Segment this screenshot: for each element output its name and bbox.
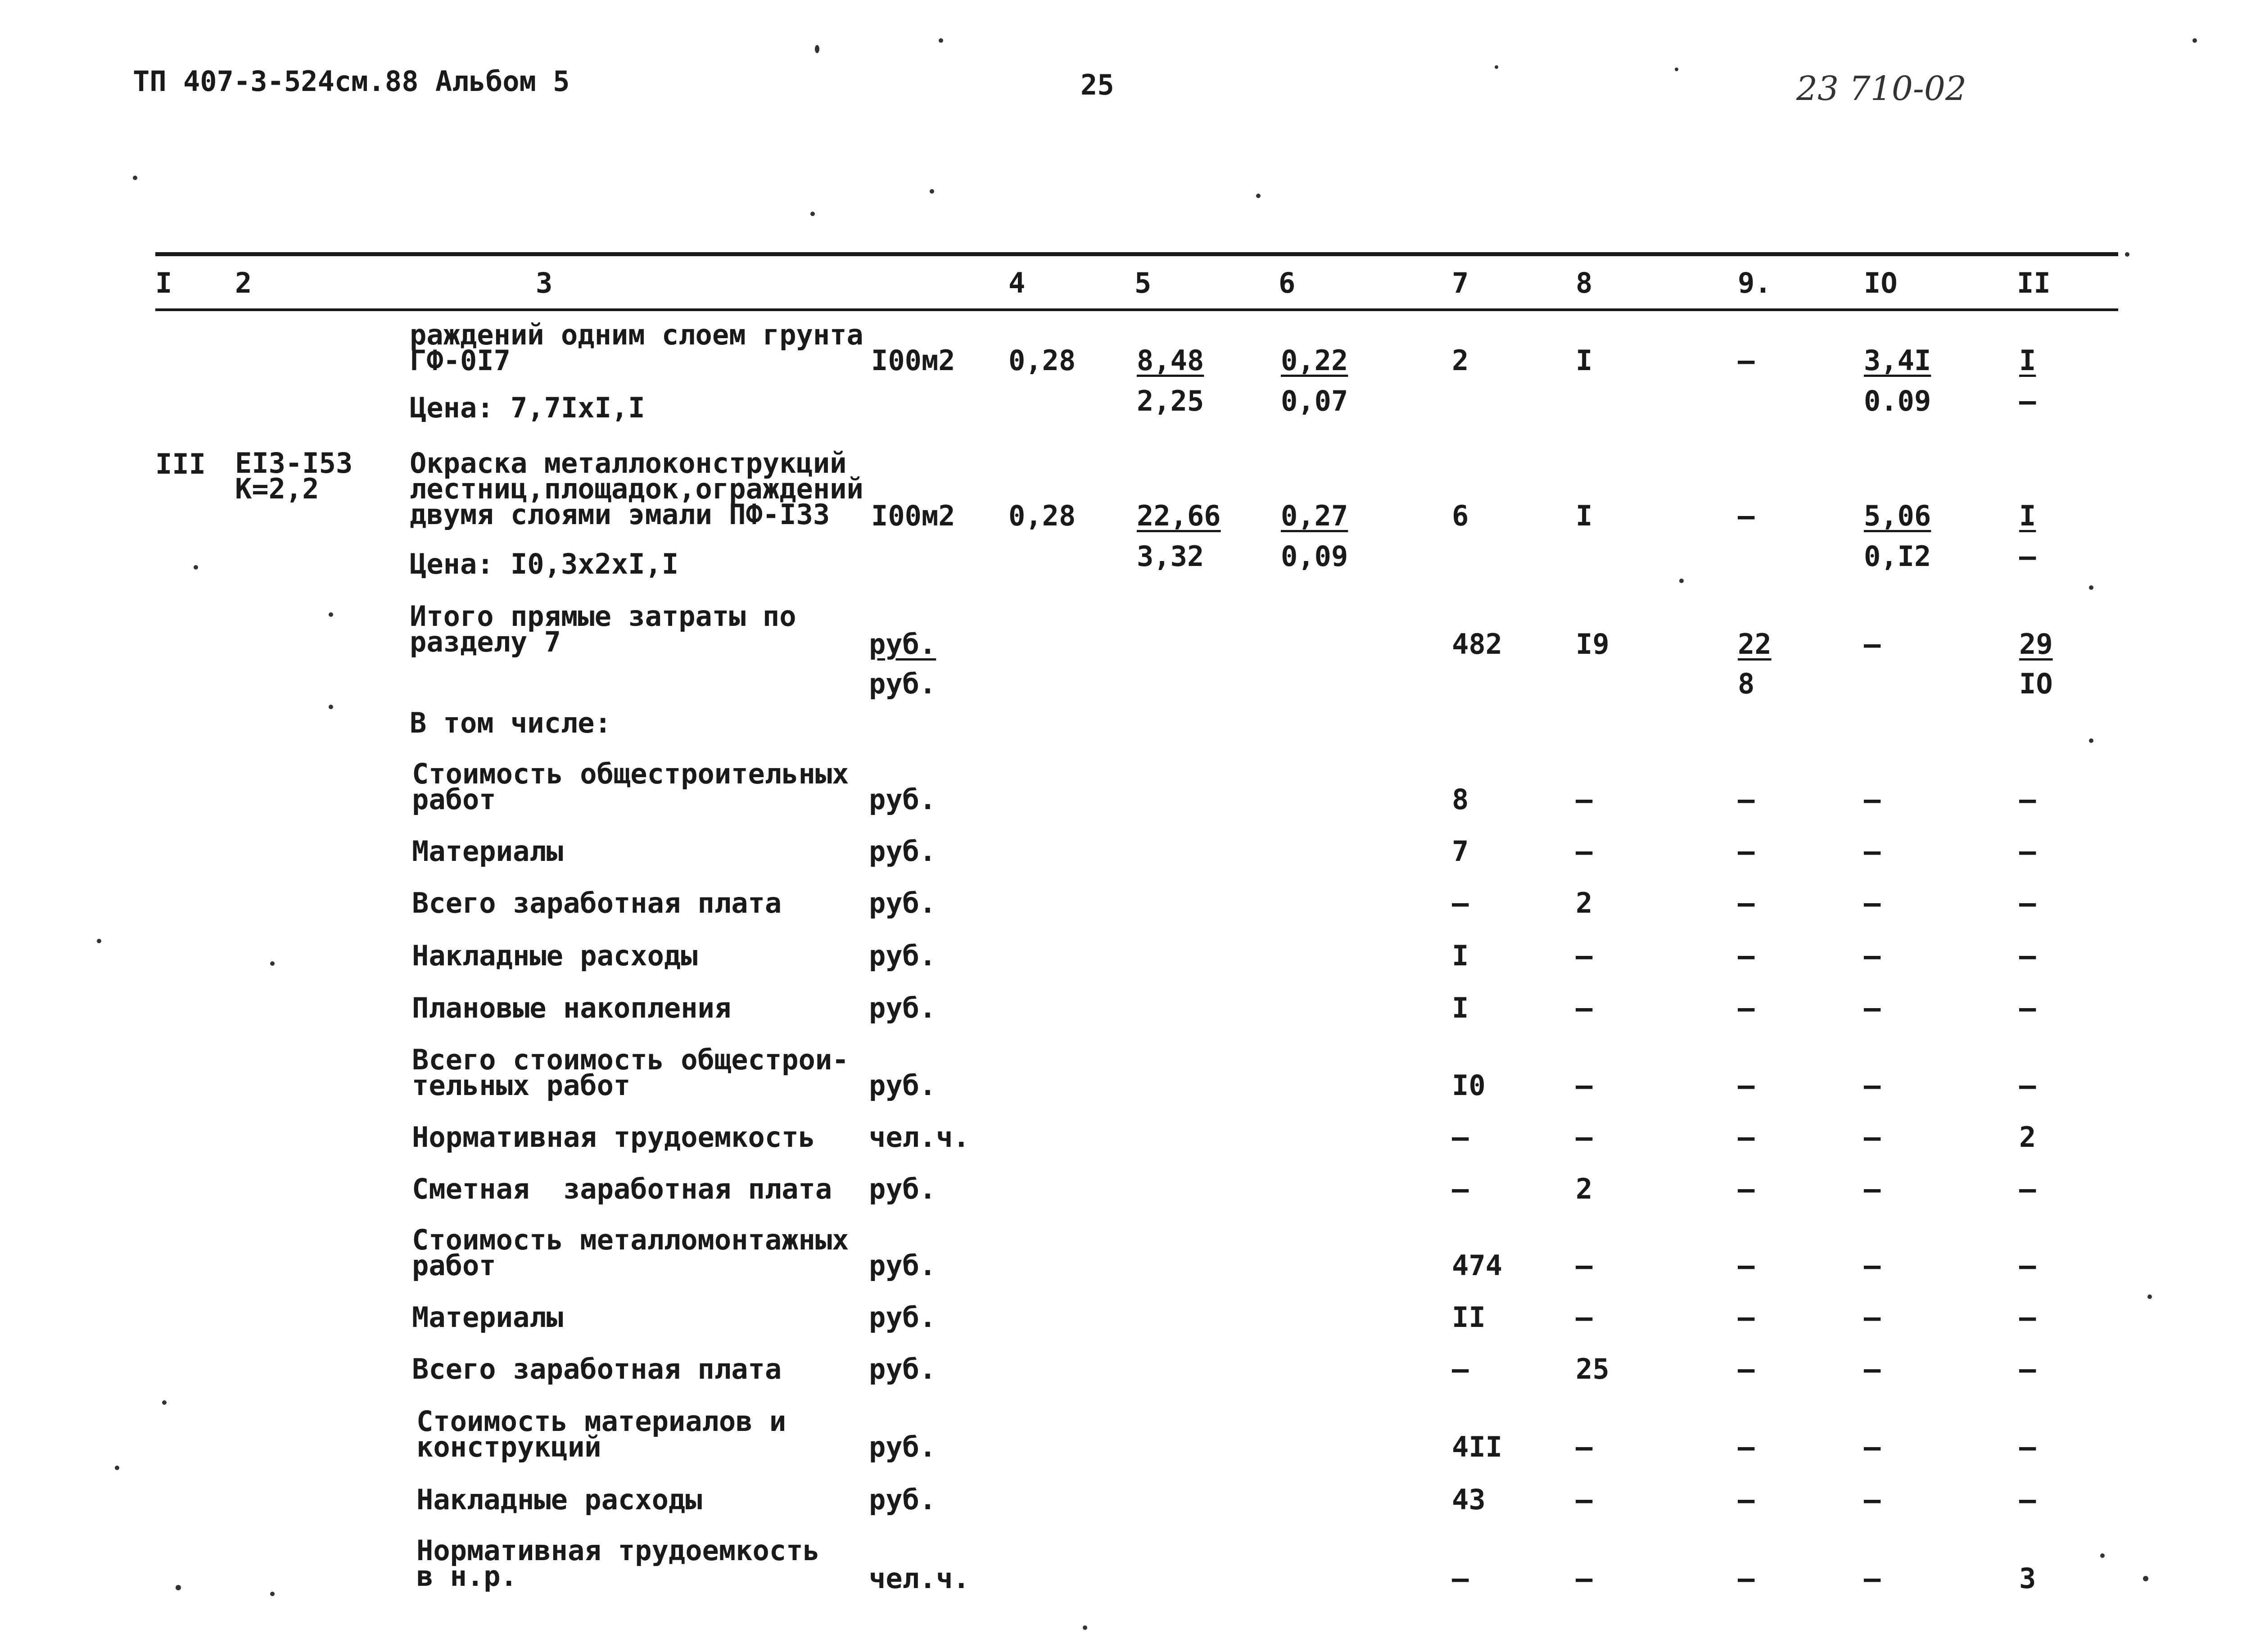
item-col8: 25: [1576, 1353, 1609, 1385]
row-price: Цена: 7,7IxI,I: [410, 391, 645, 424]
including-label: В том числе:: [410, 706, 611, 739]
item-col11: –: [2019, 1483, 2036, 1516]
row-price: Цена: I0,3x2xI,I: [410, 548, 679, 580]
item-unit: руб.: [869, 991, 936, 1024]
item-unit: чел.ч.: [869, 1121, 970, 1154]
item-label: Всего стоимость общестрои- тельных работ: [412, 1043, 849, 1102]
item-col10: –: [1864, 1301, 1881, 1334]
item-col9: –: [1738, 1430, 1755, 1463]
item-unit: руб.: [869, 1069, 936, 1102]
item-col10: –: [1864, 783, 1881, 816]
item-col7: 7: [1452, 835, 1469, 868]
item-unit: руб.: [869, 783, 936, 816]
item-col8: –: [1576, 1301, 1593, 1334]
item-col7: I: [1452, 939, 1469, 972]
page-number: 25: [1080, 68, 1114, 101]
row-col7: 6: [1452, 499, 1469, 532]
item-col7: I: [1452, 991, 1469, 1024]
column-header: 8: [1576, 267, 1593, 299]
column-header: IO: [1864, 267, 1898, 299]
row-col5: 8,48: [1137, 344, 1204, 377]
item-col7: 474: [1452, 1249, 1502, 1282]
header-bottom-rule: [155, 308, 2118, 311]
item-label: Накладные расходы: [412, 939, 698, 972]
total-col9-second: 8: [1738, 667, 1755, 700]
item-col10: –: [1864, 887, 1881, 919]
item-col10: –: [1864, 939, 1881, 972]
item-col7: –: [1452, 1172, 1469, 1205]
item-col8: –: [1576, 783, 1593, 816]
total-col7: 482: [1452, 628, 1502, 661]
row-col5-labor: 2,25: [1137, 385, 1204, 417]
item-label: Нормативная трудоемкость: [412, 1121, 815, 1154]
item-col9: –: [1738, 1353, 1755, 1385]
item-col7: –: [1452, 1353, 1469, 1385]
item-label: Плановые накопления: [412, 991, 732, 1024]
item-col8: –: [1576, 991, 1593, 1024]
item-unit: руб.: [869, 1249, 936, 1282]
item-col10: –: [1864, 1353, 1881, 1385]
item-col11: 3: [2019, 1562, 2036, 1595]
item-label: Нормативная трудоемкость в н.р.: [416, 1534, 820, 1593]
item-col11: –: [2019, 835, 2036, 868]
item-col8: –: [1576, 1483, 1593, 1516]
item-unit: руб.: [869, 1430, 936, 1463]
column-header: 4: [1008, 267, 1026, 299]
item-col9: –: [1738, 1069, 1755, 1102]
total-col11: 29: [2019, 628, 2053, 661]
item-unit: руб.: [869, 1301, 936, 1334]
row-col6-labor: 0,07: [1281, 385, 1348, 417]
column-header: 6: [1279, 267, 1296, 299]
row-col9: –: [1738, 499, 1755, 532]
row-col5: 22,66: [1137, 499, 1221, 532]
item-col8: –: [1576, 939, 1593, 972]
item-col11: –: [2019, 1301, 2036, 1334]
item-unit: руб.: [869, 1483, 936, 1516]
item-unit: руб.: [869, 1353, 936, 1385]
column-header: 2: [235, 267, 252, 299]
column-header: 7: [1452, 267, 1469, 299]
item-col11: –: [2019, 887, 2036, 919]
column-header: I: [155, 267, 172, 299]
total-col9: 22: [1738, 628, 1772, 661]
item-col11: –: [2019, 783, 2036, 816]
item-label: Стоимость металломонтажных работ: [412, 1223, 849, 1282]
row-quantity: 0,28: [1008, 499, 1076, 532]
row-col11-labor: –: [2019, 385, 2036, 417]
item-label: Накладные расходы: [416, 1483, 702, 1516]
item-col9: –: [1738, 783, 1755, 816]
item-col11: 2: [2019, 1121, 2036, 1154]
total-col8: I9: [1576, 628, 1609, 661]
row-col9: –: [1738, 344, 1755, 377]
row-col8: I: [1576, 499, 1593, 532]
item-col9: –: [1738, 1301, 1755, 1334]
item-label: Всего заработная плата: [412, 887, 782, 919]
item-label: Сметная заработная плата: [412, 1172, 832, 1205]
row-quantity: 0,28: [1008, 344, 1076, 377]
item-col7: 8: [1452, 783, 1469, 816]
row-col10-labor: 0.09: [1864, 385, 1931, 417]
row-unit: I00м2: [871, 344, 955, 377]
column-header: II: [2017, 267, 2051, 299]
item-col8: 2: [1576, 1172, 1593, 1205]
item-col9: –: [1738, 835, 1755, 868]
item-label: Материалы: [412, 1301, 563, 1334]
item-col9: –: [1738, 1172, 1755, 1205]
item-unit: руб.: [869, 1172, 936, 1205]
row-col11: I: [2019, 499, 2036, 532]
total-description: Итого прямые затраты по разделу 7: [410, 600, 796, 659]
item-col9: –: [1738, 887, 1755, 919]
item-col11: –: [2019, 1069, 2036, 1102]
item-label: Стоимость общестроительных работ: [412, 757, 849, 816]
archive-number: 23 710-02: [1796, 69, 1967, 108]
row-code: EI3-I53 K=2,2: [235, 447, 353, 506]
total-col11-second: IO: [2019, 667, 2053, 700]
item-col10: –: [1864, 1172, 1881, 1205]
item-col10: –: [1864, 1121, 1881, 1154]
item-col11: –: [2019, 1249, 2036, 1282]
row-col6: 0,27: [1281, 499, 1348, 532]
item-col9: –: [1738, 1121, 1755, 1154]
item-col7: II: [1452, 1301, 1486, 1334]
item-col11: –: [2019, 991, 2036, 1024]
item-label: Стоимость материалов и конструкций: [416, 1405, 786, 1464]
row-col11-labor: –: [2019, 540, 2036, 573]
item-col10: –: [1864, 1430, 1881, 1463]
item-col9: –: [1738, 1249, 1755, 1282]
table-top-rule: [155, 252, 2118, 256]
item-col11: –: [2019, 1353, 2036, 1385]
row-col10: 3,4I: [1864, 344, 1931, 377]
row-description: раждений одним слоем грунта ГФ-0I7: [410, 318, 863, 377]
item-col7: 43: [1452, 1483, 1486, 1516]
item-col11: –: [2019, 1172, 2036, 1205]
total-unit: руб.: [869, 628, 936, 661]
row-col5-labor: 3,32: [1137, 540, 1204, 573]
item-col8: –: [1576, 1069, 1593, 1102]
item-col11: –: [2019, 939, 2036, 972]
item-unit: руб.: [869, 887, 936, 919]
row-col6: 0,22: [1281, 344, 1348, 377]
item-label: Материалы: [412, 835, 563, 868]
item-col9: –: [1738, 991, 1755, 1024]
item-col10: –: [1864, 1483, 1881, 1516]
item-label: Всего заработная плата: [412, 1353, 782, 1385]
item-col11: –: [2019, 1430, 2036, 1463]
item-col7: 4II: [1452, 1430, 1502, 1463]
item-col10: –: [1864, 1249, 1881, 1282]
item-col8: –: [1576, 835, 1593, 868]
item-col10: –: [1864, 835, 1881, 868]
document-code: ТП 407-3-524см.88 Альбом 5: [133, 65, 570, 98]
item-col9: –: [1738, 1562, 1755, 1595]
item-col7: –: [1452, 1121, 1469, 1154]
item-col9: –: [1738, 939, 1755, 972]
item-col7: –: [1452, 1562, 1469, 1595]
column-header: 5: [1135, 267, 1152, 299]
row-col11: I: [2019, 344, 2036, 377]
item-col8: –: [1576, 1562, 1593, 1595]
row-col10: 5,06: [1864, 499, 1931, 532]
row-col8: I: [1576, 344, 1593, 377]
item-col8: –: [1576, 1430, 1593, 1463]
row-description: Окраска металлоконструкций лестниц,площадок,ограждений двумя слоями эмали ПФ-I33: [410, 447, 863, 531]
item-col8: –: [1576, 1121, 1593, 1154]
item-col7: –: [1452, 887, 1469, 919]
row-unit: I00м2: [871, 499, 955, 532]
column-header: 3: [536, 267, 553, 299]
row-col10-labor: 0,I2: [1864, 540, 1931, 573]
item-col7: I0: [1452, 1069, 1486, 1102]
item-unit: руб.: [869, 939, 936, 972]
item-unit: руб.: [869, 835, 936, 868]
item-col10: –: [1864, 1069, 1881, 1102]
row-col6-labor: 0,09: [1281, 540, 1348, 573]
total-unit-second: руб.: [869, 667, 936, 700]
item-col8: –: [1576, 1249, 1593, 1282]
item-col9: –: [1738, 1483, 1755, 1516]
column-header: 9.: [1738, 267, 1772, 299]
item-col8: 2: [1576, 887, 1593, 919]
item-col10: –: [1864, 1562, 1881, 1595]
total-col10: –: [1864, 628, 1881, 661]
item-col10: –: [1864, 991, 1881, 1024]
row-col7: 2: [1452, 344, 1469, 377]
row-number: III: [155, 448, 206, 480]
item-unit: чел.ч.: [869, 1562, 970, 1595]
